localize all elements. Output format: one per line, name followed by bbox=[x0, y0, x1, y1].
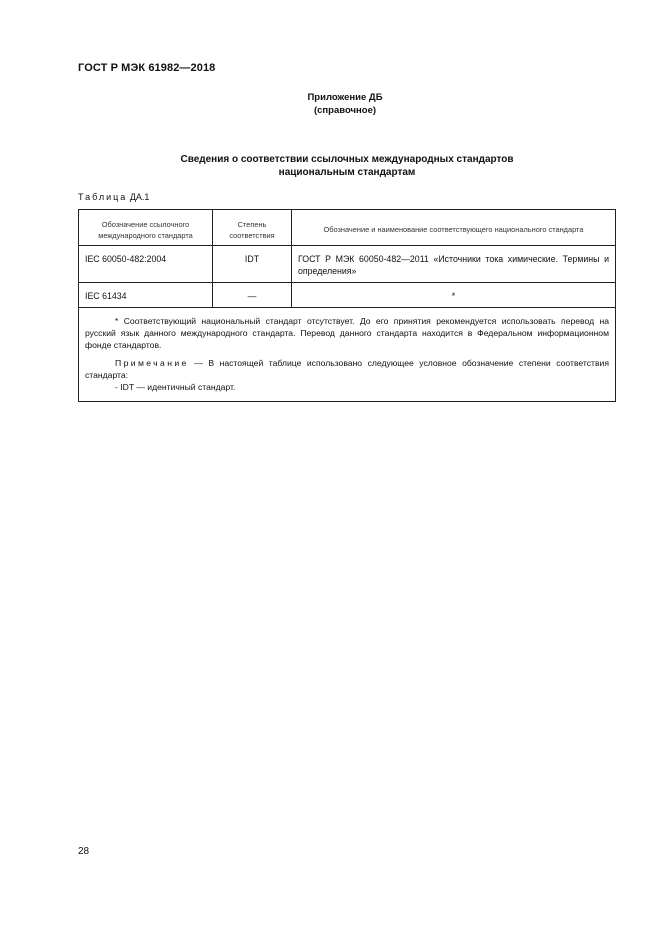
standards-table bbox=[78, 209, 616, 402]
cell-national: ГОСТ Р МЭК 60050-482—2011 «Источники тока химические. Термины и определения» bbox=[292, 246, 616, 283]
table-caption-word: Таблица bbox=[78, 192, 128, 202]
note bbox=[85, 357, 609, 381]
table-caption bbox=[78, 192, 149, 202]
header-degree: Степень соответствия bbox=[213, 210, 292, 246]
cell-degree: — bbox=[213, 283, 292, 308]
standard-id: ГОСТ Р МЭК 61982—2018 bbox=[78, 62, 216, 74]
section-title bbox=[0, 153, 661, 179]
appendix-title: Приложение ДБ bbox=[307, 92, 383, 103]
cell-degree: IDT bbox=[213, 246, 292, 283]
cell-national: * bbox=[292, 283, 616, 308]
table-row bbox=[79, 246, 616, 283]
appendix-heading bbox=[0, 91, 661, 117]
section-title-line2: национальным стандартам bbox=[278, 167, 416, 178]
cell-intl: IEC 60050-482:2004 bbox=[79, 246, 213, 283]
note-label: Примечание bbox=[115, 358, 189, 368]
appendix-kind: (справочное) bbox=[313, 105, 377, 116]
footnote: * Соответствующий национальный стандарт отсутствует. До его принятия рекомендуется использовать перевод на русский язык данного международного стандарта. Перевод данного стандарта находится в Федеральном информационном фонде стандартов. bbox=[85, 316, 609, 350]
section-title-line1: Сведения о соответствии ссылочных международных стандартов bbox=[180, 154, 514, 165]
cell-intl: IEC 61434 bbox=[79, 283, 213, 308]
page-number: 28 bbox=[78, 846, 90, 857]
table-footer-row bbox=[79, 308, 616, 402]
table-caption-number: ДА.1 bbox=[129, 192, 150, 202]
note-item: - IDT — идентичный стандарт. bbox=[115, 382, 236, 392]
note-text: — В настоящей таблице использовано следующее условное обозначение степени соответствия стандарта: bbox=[85, 358, 609, 380]
table-footnotes bbox=[79, 308, 616, 402]
table-row bbox=[79, 283, 616, 308]
header-national-standard: Обозначение и наименование соответствующего национального стандарта bbox=[292, 210, 616, 246]
header-intl-standard: Обозначение ссылочного международного стандарта bbox=[79, 210, 213, 246]
table-header-row bbox=[79, 210, 616, 246]
